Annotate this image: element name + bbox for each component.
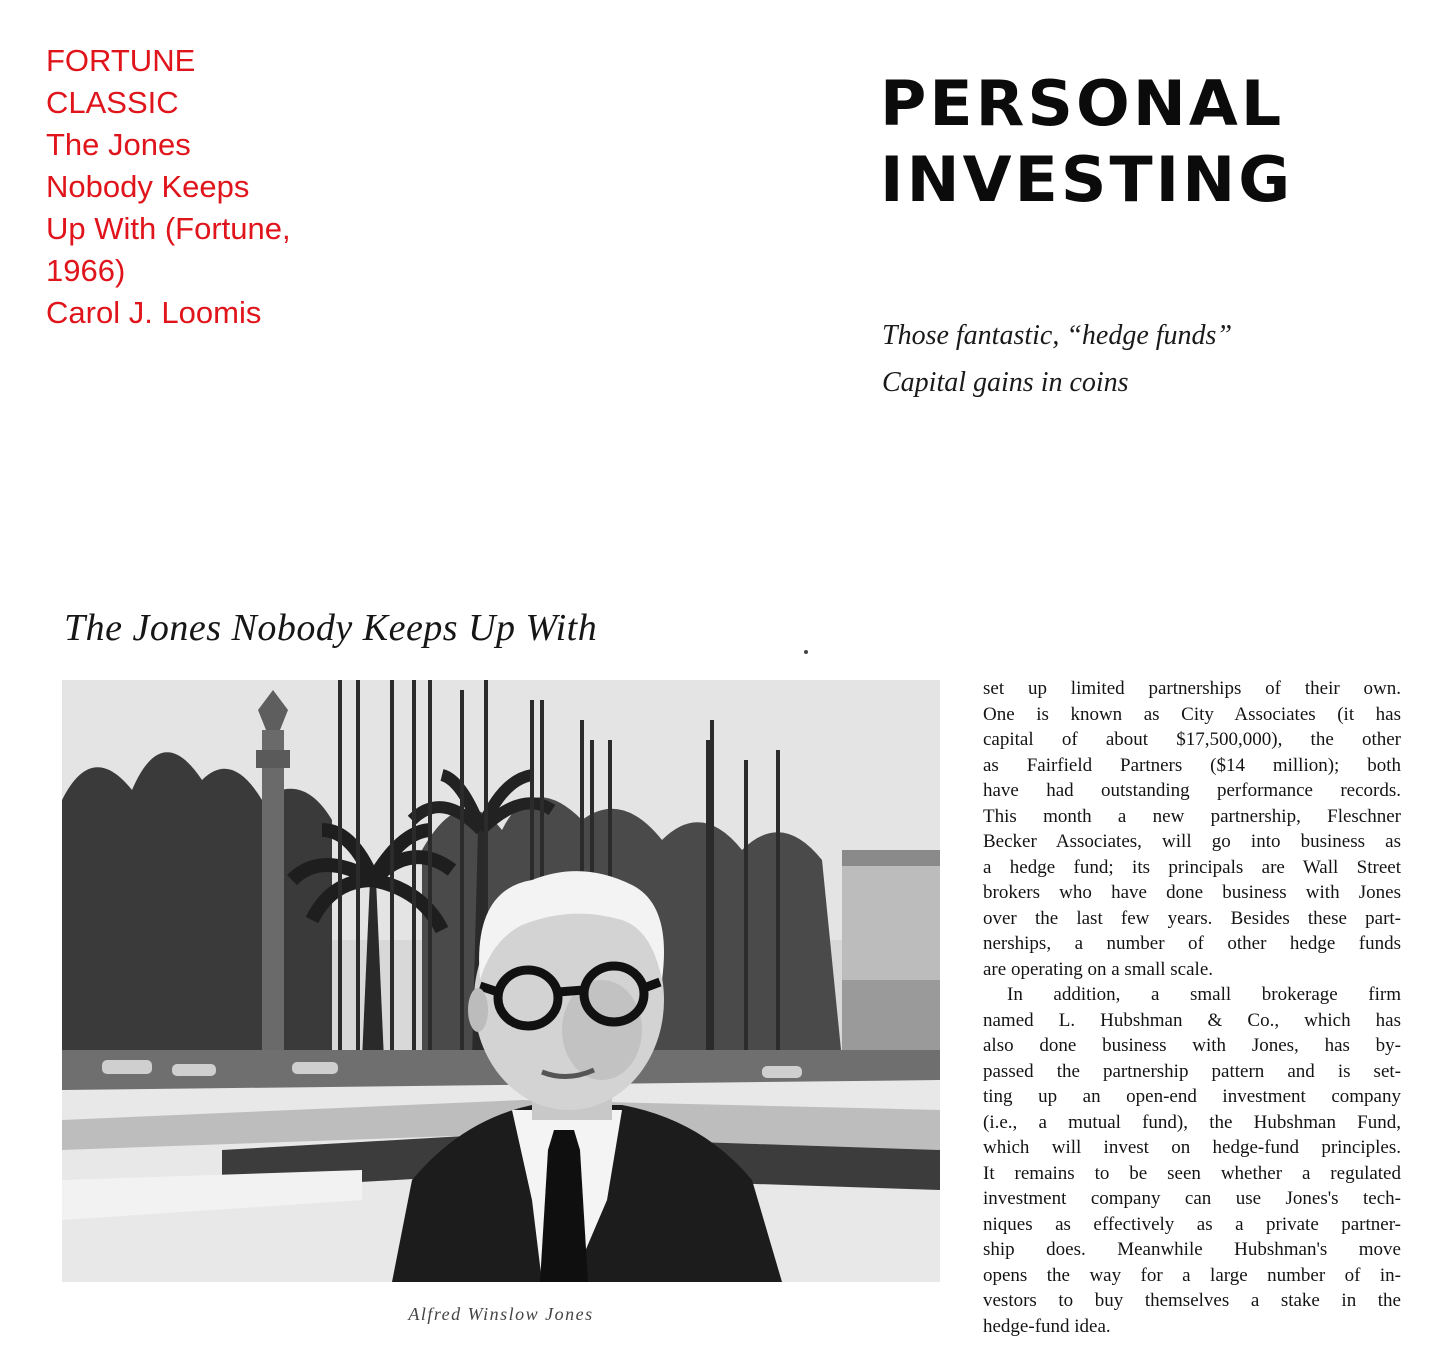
- note-line: 1966): [46, 253, 126, 288]
- subhead-coins: Capital gains in coins: [882, 367, 1129, 398]
- note-line: Carol J. Loomis: [46, 295, 262, 330]
- body-line: nerships, a number of other hedge funds: [983, 933, 1401, 954]
- body-line: over the last few years. Besides these part-: [983, 907, 1401, 929]
- body-line: niques as effectively as a private partner-: [983, 1213, 1401, 1235]
- note-line: Nobody Keeps: [46, 169, 250, 204]
- body-line: set up limited partnerships of their own.: [983, 678, 1401, 699]
- section-title: [880, 66, 1294, 218]
- body-line: ship does. Meanwhile Hubshman's move: [983, 1239, 1401, 1260]
- fortune-classic-note: [46, 40, 366, 334]
- body-line: which will invest on hedge-fund principles.: [983, 1137, 1401, 1158]
- body-line: One is known as City Associates (it has: [983, 703, 1401, 725]
- section-title-line: PERSONAL: [880, 67, 1285, 140]
- body-line: a hedge fund; its principals are Wall Street: [983, 856, 1401, 878]
- body-line: have had outstanding performance records.: [983, 780, 1401, 801]
- article-body-column: [983, 676, 1401, 1339]
- body-line: investment company can use Jones's tech-: [983, 1188, 1401, 1209]
- note-line: The Jones: [46, 127, 191, 162]
- body-line: In addition, a small brokerage firm: [1007, 984, 1401, 1005]
- body-line: It remains to be seen whether a regulated: [983, 1162, 1401, 1184]
- body-line: opens the way for a large number of in-: [983, 1264, 1401, 1286]
- section-subheads: [882, 312, 1232, 406]
- body-line: Becker Associates, will go into business as: [983, 831, 1401, 852]
- body-line: hedge-fund idea.: [983, 1315, 1111, 1337]
- body-line: capital of about $17,500,000), the other: [983, 729, 1401, 750]
- body-line: brokers who have done business with Jones: [983, 882, 1401, 903]
- note-line: CLASSIC: [46, 85, 179, 120]
- body-line: as Fairfield Partners ($14 million); both: [983, 754, 1401, 776]
- body-line: ting up an open-end investment company: [983, 1086, 1401, 1107]
- article-title: The Jones Nobody Keeps Up With: [64, 607, 598, 649]
- photo-caption: Alfred Winslow Jones: [408, 1304, 594, 1324]
- body-line: passed the partnership pattern and is set-: [983, 1060, 1401, 1082]
- body-line: also done business with Jones, has by-: [983, 1035, 1401, 1056]
- body-line: vestors to buy themselves a stake in the: [983, 1290, 1401, 1311]
- scan-speck: [804, 650, 808, 654]
- body-line: This month a new partnership, Fleschner: [983, 805, 1401, 827]
- body-line: named L. Hubshman & Co., which has: [983, 1009, 1401, 1031]
- section-title-line: INVESTING: [880, 143, 1294, 216]
- note-line: Up With (Fortune,: [46, 211, 291, 246]
- subhead-hedge-funds: Those fantastic, “hedge funds”: [882, 320, 1233, 351]
- note-line: FORTUNE: [46, 43, 196, 78]
- body-line: are operating on a small scale.: [983, 958, 1214, 980]
- body-line: (i.e., a mutual fund), the Hubshman Fund,: [983, 1111, 1401, 1133]
- portrait-photo: [62, 680, 940, 1282]
